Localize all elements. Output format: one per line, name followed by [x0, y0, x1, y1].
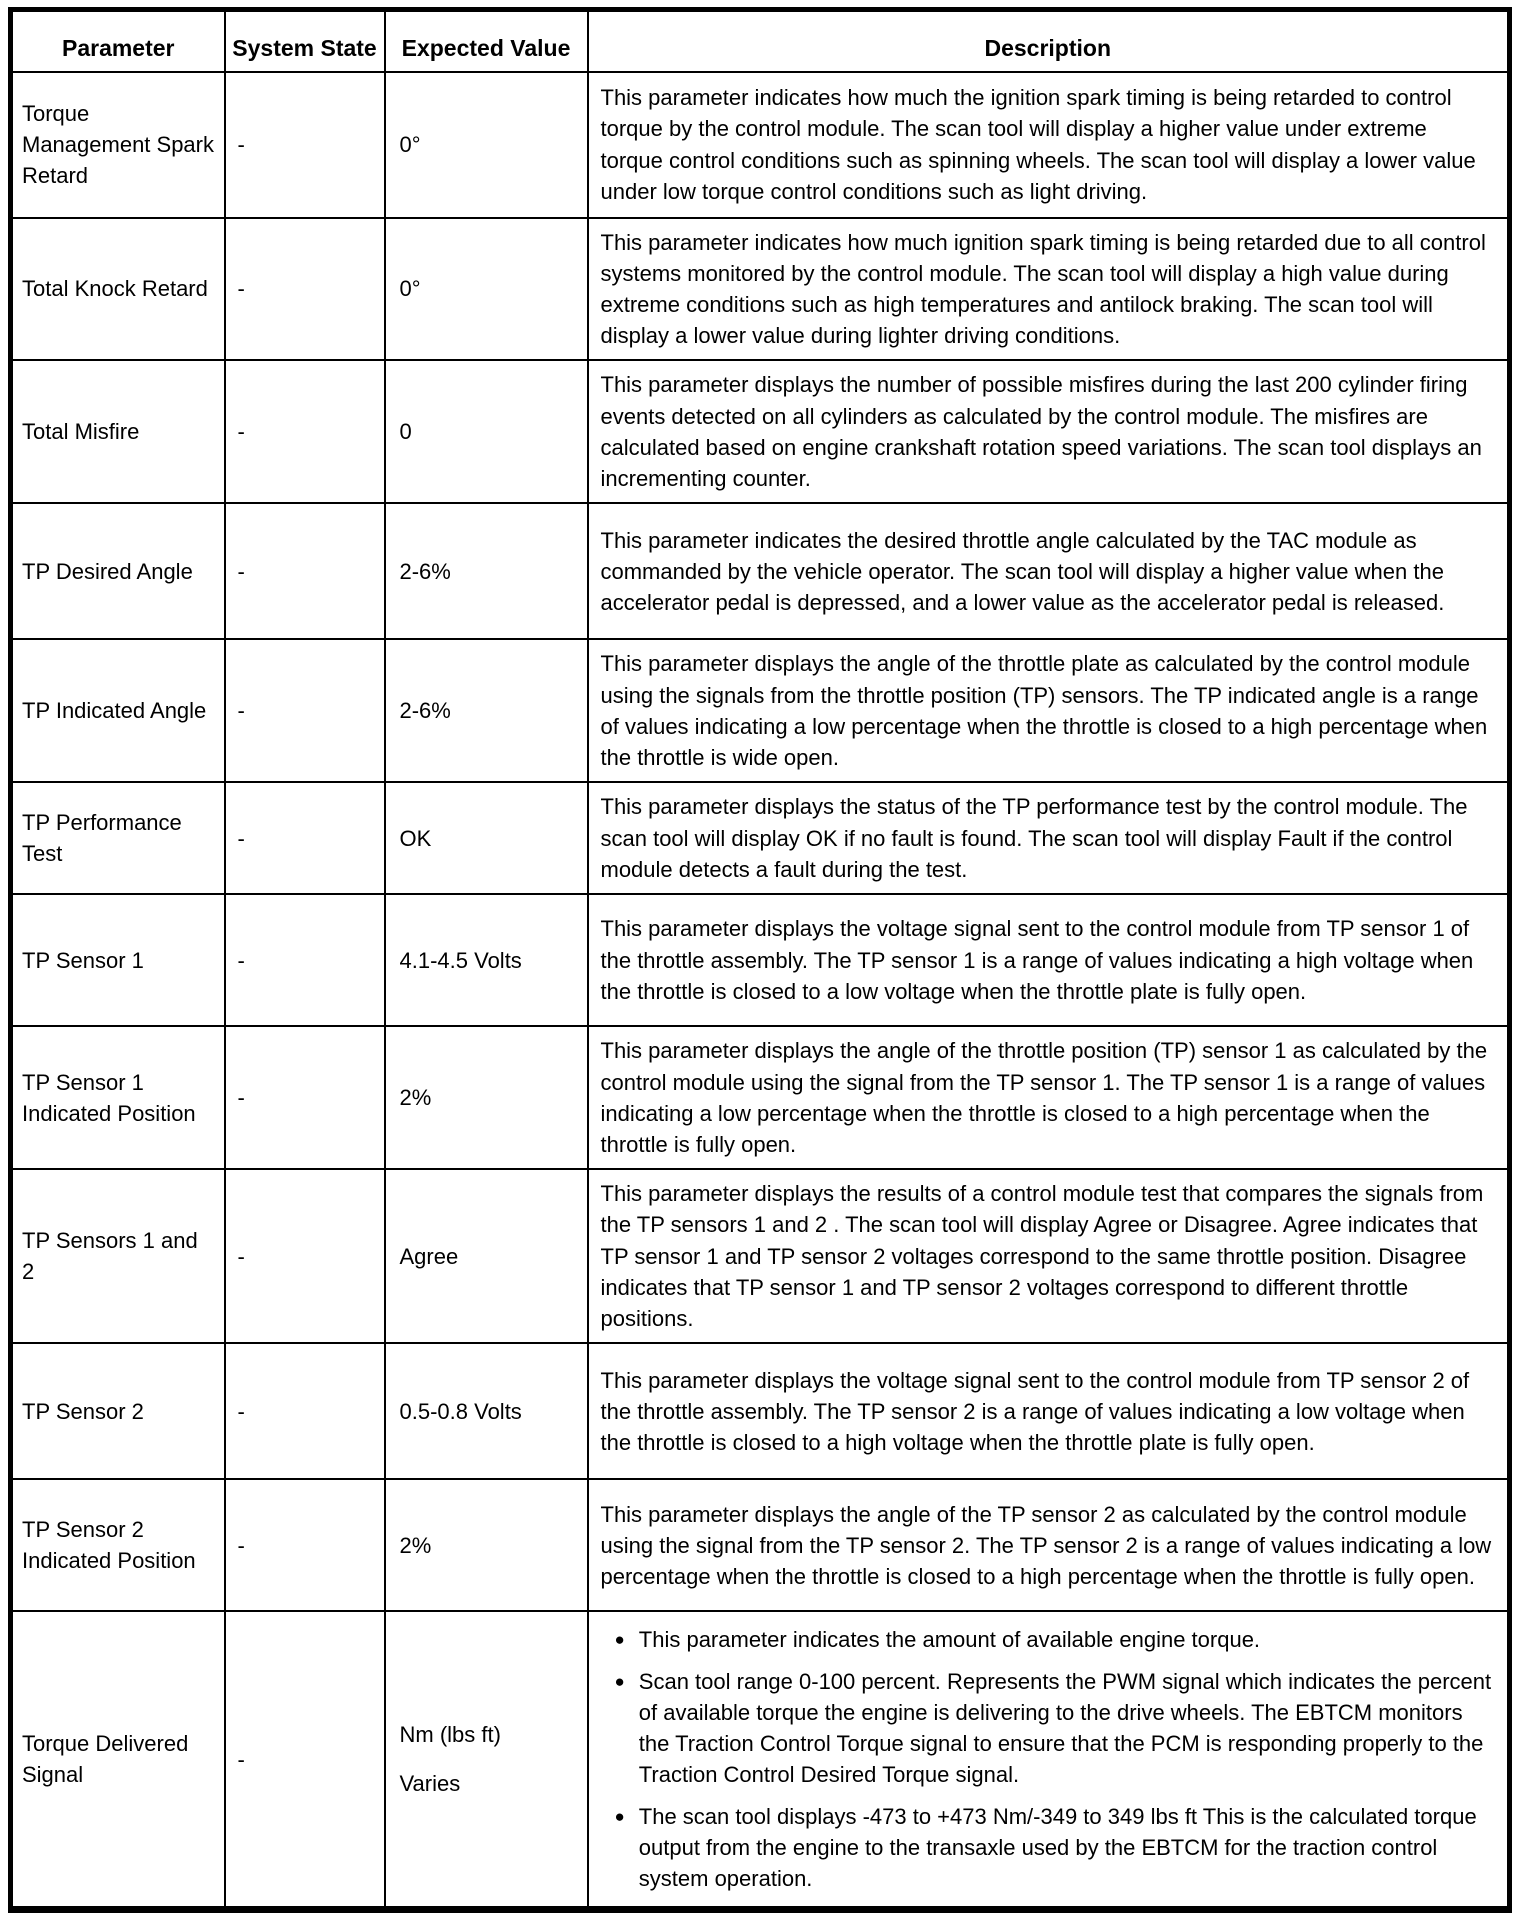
system-state-cell: -: [225, 1479, 385, 1611]
expected-value-cell: 2-6%: [385, 639, 588, 782]
expected-value-line: Nm (lbs ft): [399, 1722, 501, 1748]
column-header-parameter: Parameter: [11, 10, 225, 72]
parameter-cell: TP Sensors 1 and 2: [11, 1169, 225, 1343]
table-row: [11, 360, 1510, 503]
expected-value-cell: 2%: [385, 1479, 588, 1611]
parameter-cell: TP Desired Angle: [11, 503, 225, 639]
expected-value-cell: 0: [385, 360, 588, 503]
column-header-expected-value: Expected Value: [385, 10, 588, 72]
bullet-text: Scan tool range 0-100 percent. Represents the PWM signal which indicates the percent of available torque the engine is delivering to the drive wheels. The EBTCM monitors the Traction Control Torque signal to ensure that the PCM is responding properly to the Traction Control Desired Torque signal.: [638, 1668, 1492, 1788]
table-row: [11, 1479, 1510, 1611]
system-state-cell: -: [225, 360, 385, 503]
description-cell: This parameter displays the angle of the throttle plate as calculated by the control module using the signals from the throttle position (TP) sensors. The TP indicated angle is a range of values indicating a low percentage when the throttle is closed to a high percentage when the throttle is wide open.: [588, 639, 1510, 782]
bullet-icon: ●: [614, 1671, 625, 1691]
description-cell: This parameter indicates how much the ignition spark timing is being retarded to control torque by the control module. The scan tool will display a higher value under extreme torque control conditions such as spinning wheels. The scan tool will display a lower value under low torque control conditions such as light driving.: [588, 72, 1510, 218]
system-state-cell: -: [225, 503, 385, 639]
system-state-cell: -: [225, 782, 385, 894]
description-cell: This parameter displays the voltage signal sent to the control module from TP sensor 2 of the throttle assembly. The TP sensor 2 is a range of values indicating a low voltage when the throttle is closed to a high voltage when the throttle plate is fully open.: [588, 1343, 1510, 1479]
table-row: [11, 894, 1510, 1026]
description-cell: This parameter indicates how much ignition spark timing is being retarded due to all control systems monitored by the control module. The scan tool will display a high value during extreme conditions such as high temperatures and antilock braking. The scan tool will display a lower value during lighter driving conditions.: [588, 218, 1510, 361]
expected-value-cell: Agree: [385, 1169, 588, 1343]
column-header-description: Description: [588, 10, 1510, 72]
system-state-cell: -: [225, 1611, 385, 1909]
table-row: [11, 503, 1510, 639]
table-row: [11, 782, 1510, 894]
system-state-cell: -: [225, 1343, 385, 1479]
description-cell: This parameter displays the voltage signal sent to the control module from TP sensor 1 of the throttle assembly. The TP sensor 1 is a range of values indicating a high voltage when the throttle is closed to a low voltage when the throttle plate is fully open.: [588, 894, 1510, 1026]
table-row: [11, 639, 1510, 782]
table-row: [11, 1169, 1510, 1343]
parameter-cell: Torque Delivered Signal: [11, 1611, 225, 1909]
bullet-icon: ●: [614, 1806, 625, 1826]
expected-value-line: Varies: [399, 1771, 461, 1797]
list-item: [615, 1666, 1496, 1791]
table-row: [11, 1343, 1510, 1479]
list-item: [615, 1801, 1496, 1895]
bullet-icon: ●: [614, 1630, 625, 1650]
description-cell: This parameter displays the angle of the throttle position (TP) sensor 1 as calculated by the control module using the signal from the TP sensor 1. The TP sensor 1 is a range of values indicating a low percentage when the throttle is closed to a high percentage when the throttle is fully open.: [588, 1026, 1510, 1169]
parameter-cell: TP Sensor 2: [11, 1343, 225, 1479]
description-cell: This parameter displays the number of possible misfires during the last 200 cylinder firing events detected on all cylinders as calculated by the control module. The misfires are calculated based on engine crankshaft rotation speed variations. The scan tool displays an incrementing counter.: [588, 360, 1510, 503]
parameter-cell: TP Performance Test: [11, 782, 225, 894]
expected-value-cell: OK: [385, 782, 588, 894]
parameter-cell: TP Sensor 1 Indicated Position: [11, 1026, 225, 1169]
bullet-text: The scan tool displays -473 to +473 Nm/-349 to 349 lbs ft This is the calculated torque output from the engine to the transaxle used by the EBTCM for the traction control system operation.: [638, 1803, 1477, 1892]
expected-value-cell: 2-6%: [385, 503, 588, 639]
expected-value-cell: [385, 1611, 588, 1909]
expected-value-cell: 0°: [385, 72, 588, 218]
bullet-text: This parameter indicates the amount of available engine torque.: [638, 1627, 1261, 1653]
system-state-cell: -: [225, 639, 385, 782]
description-cell: This parameter displays the status of the TP performance test by the control module. The scan tool will display OK if no fault is found. The scan tool will display Fault if the control module detects a fault during the test.: [588, 782, 1510, 894]
table-body: [11, 72, 1510, 1910]
expected-value-cell: 0.5-0.8 Volts: [385, 1343, 588, 1479]
expected-value-cell: 2%: [385, 1026, 588, 1169]
description-bullet-list: [601, 1624, 1496, 1894]
table-row: [11, 218, 1510, 361]
system-state-cell: -: [225, 894, 385, 1026]
table-row: [11, 1026, 1510, 1169]
parameter-cell: TP Sensor 2 Indicated Position: [11, 1479, 225, 1611]
scan-tool-parameter-table: [8, 7, 1512, 1913]
parameter-cell: TP Indicated Angle: [11, 639, 225, 782]
expected-value-cell: 4.1-4.5 Volts: [385, 894, 588, 1026]
table-row: [11, 72, 1510, 218]
description-cell: This parameter displays the results of a control module test that compares the signals from the TP sensors 1 and 2 . The scan tool will display Agree or Disagree. Agree indicates that TP sensor 1 and TP sensor 2 voltages correspond to the same throttle position. Disagree indicates that TP sensor 1 and TP sensor 2 voltages correspond to different throttle positions.: [588, 1169, 1510, 1343]
system-state-cell: -: [225, 72, 385, 218]
system-state-cell: -: [225, 1169, 385, 1343]
expected-value-cell: 0°: [385, 218, 588, 361]
parameter-cell: Torque Management Spark Retard: [11, 72, 225, 218]
parameter-cell: Total Misfire: [11, 360, 225, 503]
parameter-cell: TP Sensor 1: [11, 894, 225, 1026]
header-row: [11, 10, 1510, 72]
description-cell: [588, 1611, 1510, 1909]
table-row: [11, 1611, 1510, 1909]
system-state-cell: -: [225, 1026, 385, 1169]
system-state-cell: -: [225, 218, 385, 361]
table-header: [11, 10, 1510, 72]
description-cell: This parameter displays the angle of the TP sensor 2 as calculated by the control module using the signal from the TP sensor 2. The TP sensor 2 is a range of values indicating a low percentage when the throttle is closed to a high percentage when the throttle is fully open.: [588, 1479, 1510, 1611]
parameter-cell: Total Knock Retard: [11, 218, 225, 361]
list-item: [615, 1624, 1496, 1655]
description-cell: This parameter indicates the desired throttle angle calculated by the TAC module as commanded by the vehicle operator. The scan tool will display a higher value when the accelerator pedal is depressed, and a lower value as the accelerator pedal is released.: [588, 503, 1510, 639]
column-header-system-state: System State: [225, 10, 385, 72]
